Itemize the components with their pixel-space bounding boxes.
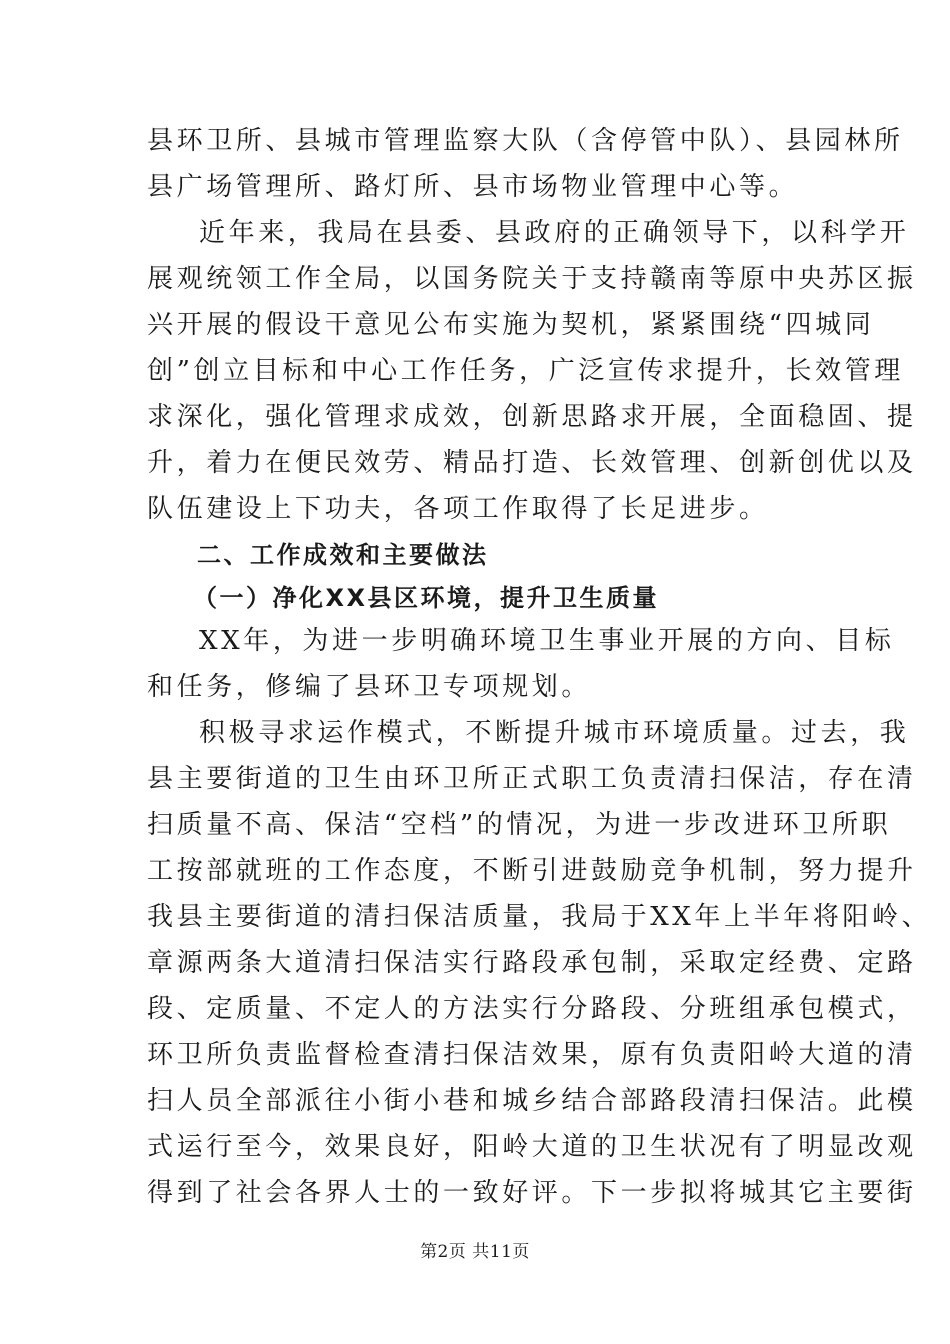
paragraph-line: 县环卫所、县城市管理监察大队（含停管中队）、县园林所 [147,126,904,156]
paragraph-line: 近年来，我局在县委、县政府的正确领导下，以科学开 [199,218,910,248]
paragraph-line: 求深化，强化管理求成效，创新思路求开展，全面稳固、提 [147,402,917,432]
subsection-heading: （一）净化XX县区环境，提升卫生质量 [193,584,660,612]
paragraph-line: XX年，为进一步明确环境卫生事业开展的方向、目标 [199,626,895,656]
paragraph-line: 扫质量不高、保洁“空档”的情况，为进一步改进环卫所职 [147,810,892,840]
paragraph-line: 积极寻求运作模式，不断提升城市环境质量。过去，我 [199,718,910,748]
paragraph-line: 和任务，修编了县环卫专项规划。 [147,672,592,702]
paragraph-line: 县主要街道的卫生由环卫所正式职工负责清扫保洁，存在清 [147,764,917,794]
paragraph-line: 环卫所负责监督检查清扫保洁效果，原有负责阳岭大道的清 [147,1040,917,1070]
paragraph-line: 式运行至今，效果良好，阳岭大道的卫生状况有了明显改观 [147,1132,917,1162]
paragraph-line: 得到了社会各界人士的一致好评。下一步拟将城其它主要街 [147,1178,917,1208]
paragraph-line: 创”创立目标和中心工作任务，广泛宣传求提升，长效管理 [147,356,904,386]
paragraph-line: 扫人员全部派往小街小巷和城乡结合部路段清扫保洁。此模 [147,1086,917,1116]
paragraph-line: 段、定质量、不定人的方法实行分路段、分班组承包模式， [147,994,917,1024]
paragraph-line: 县广场管理所、路灯所、县市场物业管理中心等。 [147,172,799,202]
paragraph-line: 工按部就班的工作态度，不断引进鼓励竞争机制，努力提升 [147,856,917,886]
paragraph-line: 展观统领工作全局，以国务院关于支持赣南等原中央苏区振 [147,264,917,294]
paragraph-line: 升，着力在便民效劳、精品打造、长效管理、创新创优以及 [147,448,917,478]
paragraph-line: 我县主要街道的清扫保洁质量，我局于XX年上半年将阳岭、 [147,902,932,932]
paragraph-line: 兴开展的假设干意见公布实施为契机，紧紧围绕“四城同 [147,310,875,340]
paragraph-line: 章源两条大道清扫保洁实行路段承包制，采取定经费、定路 [147,948,917,978]
section-heading: 二、工作成效和主要做法 [197,541,489,569]
page-footer: 第2页 共11页 [420,1242,530,1262]
paragraph-line: 队伍建设上下功夫，各项工作取得了长足进步。 [147,494,769,524]
